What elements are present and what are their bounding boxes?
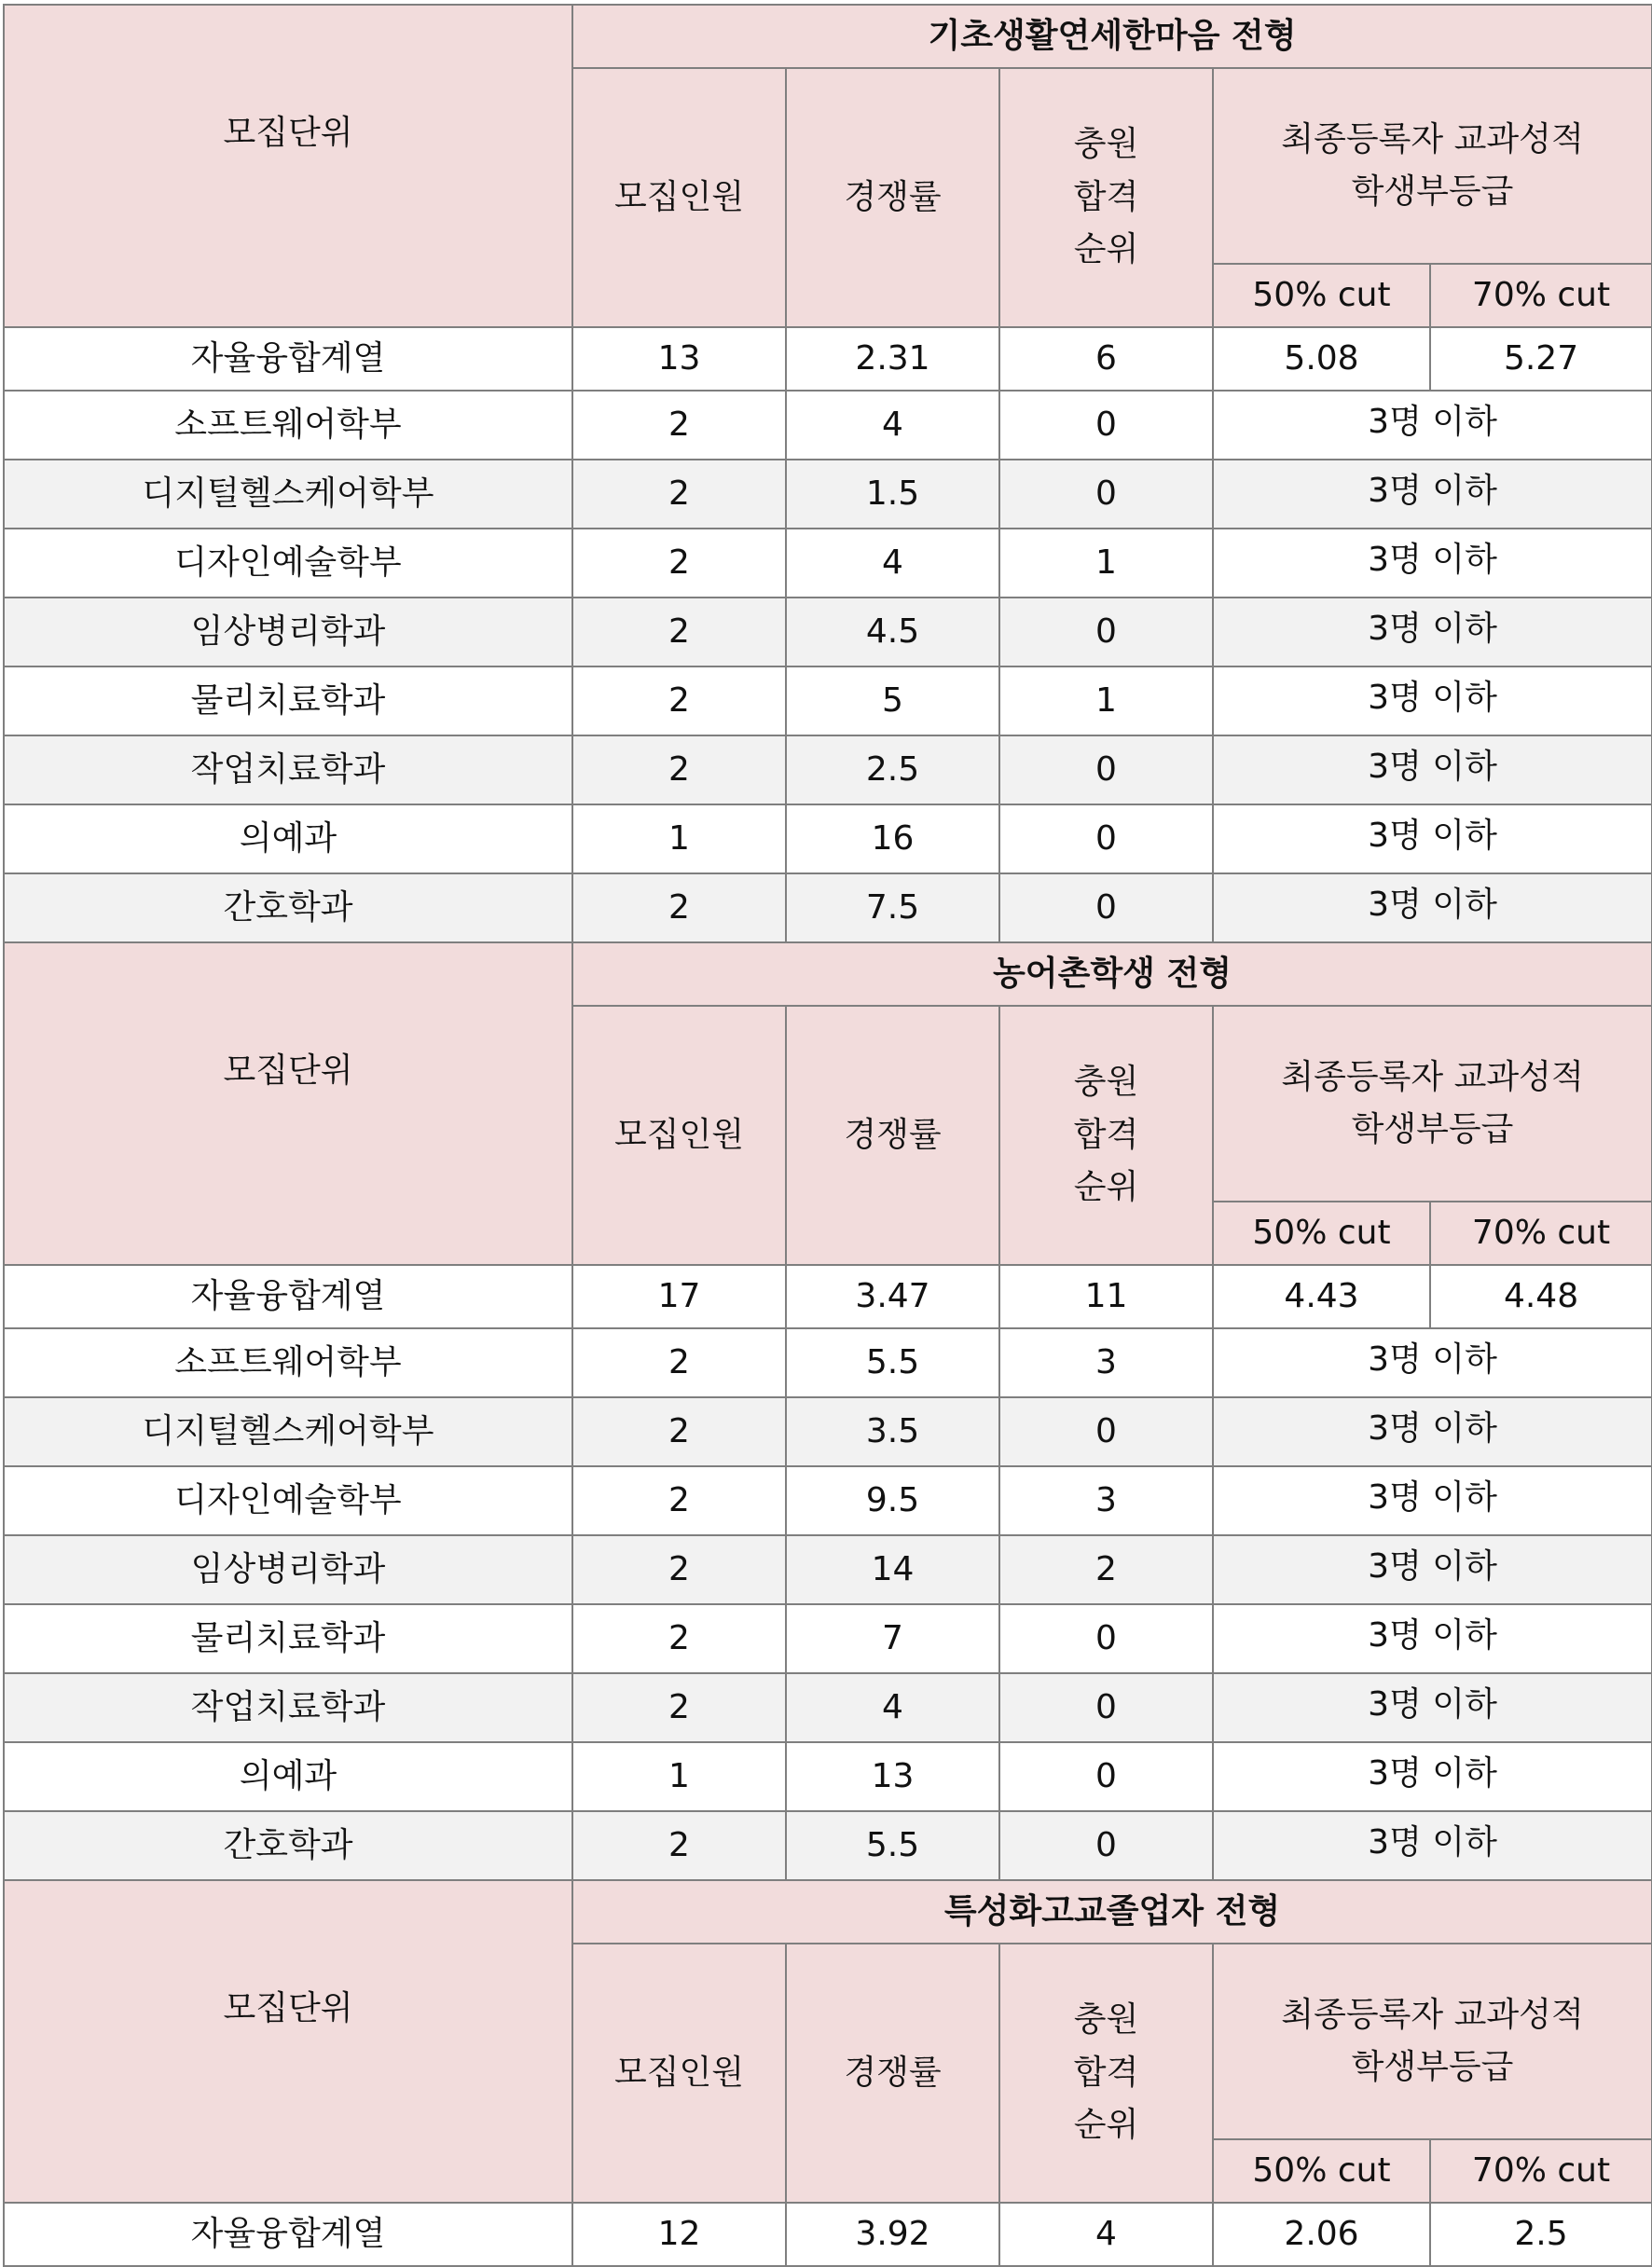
cut50-cell: 5.08 (1213, 327, 1430, 391)
table-row (4, 1673, 1652, 1742)
unit-cell: 의예과 (4, 804, 572, 873)
table-row (4, 391, 1652, 460)
rate-cell: 2.31 (786, 327, 999, 391)
note-cell: 3명 이하 (1213, 1466, 1652, 1535)
header-line: 충원 (1073, 1999, 1139, 2039)
quota-cell: 1 (572, 804, 786, 873)
rate-cell: 3.47 (786, 1265, 999, 1328)
note-cell: 3명 이하 (1213, 873, 1652, 942)
unit-cell: 물리치료학과 (4, 666, 572, 735)
rate-cell: 1.5 (786, 460, 999, 529)
unit-cell: 자율융합계열 (4, 1265, 572, 1328)
rate-cell: 2.5 (786, 735, 999, 804)
rank-cell: 3 (999, 1328, 1213, 1397)
rank-header (999, 1006, 1213, 1265)
admission-results-table (3, 4, 1652, 2267)
unit-cell: 작업치료학과 (4, 735, 572, 804)
table-row (4, 666, 1652, 735)
quota-cell: 2 (572, 1466, 786, 1535)
quota-cell: 2 (572, 1535, 786, 1604)
table-row (4, 460, 1652, 529)
section-title: 농어촌학생 전형 (572, 942, 1652, 1006)
note-cell: 3명 이하 (1213, 391, 1652, 460)
grade-header (1213, 1006, 1652, 1202)
cut70-cell: 4.48 (1430, 1265, 1652, 1328)
rank-cell: 0 (999, 1811, 1213, 1880)
table-row (4, 598, 1652, 666)
quota-cell: 13 (572, 327, 786, 391)
rate-cell: 4 (786, 529, 999, 598)
unit-cell: 디자인예술학부 (4, 1466, 572, 1535)
rank-cell: 6 (999, 327, 1213, 391)
rank-cell: 0 (999, 873, 1213, 942)
grade-header (1213, 68, 1652, 264)
table-row (4, 1535, 1652, 1604)
rate-cell: 14 (786, 1535, 999, 1604)
rank-cell: 0 (999, 598, 1213, 666)
rate-cell: 4 (786, 391, 999, 460)
quota-header: 모집인원 (572, 1944, 786, 2203)
unit-cell: 디지털헬스케어학부 (4, 460, 572, 529)
rank-cell: 0 (999, 804, 1213, 873)
quota-cell: 17 (572, 1265, 786, 1328)
header-line: 최종등록자 교과성적 (1281, 120, 1584, 159)
note-cell: 3명 이하 (1213, 598, 1652, 666)
rate-header: 경쟁률 (786, 1006, 999, 1265)
rate-cell: 9.5 (786, 1466, 999, 1535)
note-cell: 3명 이하 (1213, 460, 1652, 529)
quota-cell: 2 (572, 391, 786, 460)
section-header-row (4, 942, 1652, 1006)
rate-cell: 4 (786, 1673, 999, 1742)
unit-cell: 의예과 (4, 1742, 572, 1811)
table-row (4, 804, 1652, 873)
note-cell: 3명 이하 (1213, 1742, 1652, 1811)
unit-cell: 임상병리학과 (4, 598, 572, 666)
rate-header: 경쟁률 (786, 68, 999, 327)
header-line: 합격 (1073, 1115, 1139, 1154)
note-cell: 3명 이하 (1213, 804, 1652, 873)
rate-cell: 7.5 (786, 873, 999, 942)
table-row (4, 1466, 1652, 1535)
cut50-cell: 4.43 (1213, 1265, 1430, 1328)
quota-header: 모집인원 (572, 68, 786, 327)
section-header-row (4, 1880, 1652, 1944)
rank-cell: 1 (999, 666, 1213, 735)
rank-header (999, 68, 1213, 327)
rank-cell: 2 (999, 1535, 1213, 1604)
table-row (4, 1811, 1652, 1880)
note-cell: 3명 이하 (1213, 735, 1652, 804)
quota-cell: 2 (572, 1397, 786, 1466)
unit-cell: 소프트웨어학부 (4, 1328, 572, 1397)
note-cell: 3명 이하 (1213, 1397, 1652, 1466)
rate-cell: 5 (786, 666, 999, 735)
rate-cell: 5.5 (786, 1811, 999, 1880)
quota-header: 모집인원 (572, 1006, 786, 1265)
rate-cell: 16 (786, 804, 999, 873)
unit-cell: 물리치료학과 (4, 1604, 572, 1673)
table-row (4, 1604, 1652, 1673)
cut50-header: 50% cut (1213, 264, 1430, 327)
unit-header: 모집단위 (4, 5, 572, 327)
header-line: 학생부등급 (1351, 172, 1514, 211)
quota-cell: 2 (572, 1328, 786, 1397)
quota-cell: 2 (572, 1673, 786, 1742)
note-cell: 3명 이하 (1213, 1604, 1652, 1673)
unit-cell: 자율융합계열 (4, 327, 572, 391)
header-line: 충원 (1073, 124, 1139, 163)
note-cell: 3명 이하 (1213, 1328, 1652, 1397)
rank-cell: 0 (999, 1397, 1213, 1466)
rank-header (999, 1944, 1213, 2203)
cut50-cell: 2.06 (1213, 2203, 1430, 2266)
rank-cell: 0 (999, 391, 1213, 460)
note-cell: 3명 이하 (1213, 666, 1652, 735)
rate-cell: 4.5 (786, 598, 999, 666)
header-line: 순위 (1073, 230, 1139, 269)
quota-cell: 2 (572, 873, 786, 942)
table-row (4, 529, 1652, 598)
unit-cell: 간호학과 (4, 873, 572, 942)
header-line: 학생부등급 (1351, 1110, 1514, 1148)
unit-cell: 임상병리학과 (4, 1535, 572, 1604)
rank-cell: 1 (999, 529, 1213, 598)
unit-cell: 작업치료학과 (4, 1673, 572, 1742)
table-row (4, 1328, 1652, 1397)
rank-cell: 11 (999, 1265, 1213, 1328)
unit-cell: 간호학과 (4, 1811, 572, 1880)
cut50-header: 50% cut (1213, 2139, 1430, 2203)
quota-cell: 2 (572, 598, 786, 666)
rate-header: 경쟁률 (786, 1944, 999, 2203)
cut70-cell: 2.5 (1430, 2203, 1652, 2266)
quota-cell: 12 (572, 2203, 786, 2266)
unit-header: 모집단위 (4, 1880, 572, 2203)
table-row (4, 1742, 1652, 1811)
cut70-header: 70% cut (1430, 2139, 1652, 2203)
cut50-header: 50% cut (1213, 1202, 1430, 1265)
rate-cell: 7 (786, 1604, 999, 1673)
table-row (4, 2203, 1652, 2266)
quota-cell: 2 (572, 529, 786, 598)
header-line: 최종등록자 교과성적 (1281, 1996, 1584, 2035)
note-cell: 3명 이하 (1213, 1811, 1652, 1880)
section-header-row (4, 5, 1652, 68)
quota-cell: 2 (572, 735, 786, 804)
rate-cell: 5.5 (786, 1328, 999, 1397)
cut70-header: 70% cut (1430, 1202, 1652, 1265)
rank-cell: 0 (999, 1742, 1213, 1811)
header-line: 최종등록자 교과성적 (1281, 1058, 1584, 1097)
header-line: 순위 (1073, 1168, 1139, 1207)
header-line: 순위 (1073, 2106, 1139, 2145)
quota-cell: 1 (572, 1742, 786, 1811)
rank-cell: 4 (999, 2203, 1213, 2266)
header-line: 합격 (1073, 177, 1139, 216)
note-cell: 3명 이하 (1213, 1673, 1652, 1742)
rate-cell: 3.92 (786, 2203, 999, 2266)
quota-cell: 2 (572, 666, 786, 735)
table-row (4, 1397, 1652, 1466)
header-line: 충원 (1073, 1062, 1139, 1101)
rank-cell: 0 (999, 1673, 1213, 1742)
rank-cell: 0 (999, 735, 1213, 804)
quota-cell: 2 (572, 1604, 786, 1673)
header-line: 학생부등급 (1351, 2048, 1514, 2086)
unit-cell: 디자인예술학부 (4, 529, 572, 598)
section-title: 특성화고교졸업자 전형 (572, 1880, 1652, 1944)
quota-cell: 2 (572, 1811, 786, 1880)
rate-cell: 3.5 (786, 1397, 999, 1466)
rate-cell: 13 (786, 1742, 999, 1811)
grade-header (1213, 1944, 1652, 2139)
table-row (4, 873, 1652, 942)
table-row (4, 327, 1652, 391)
note-cell: 3명 이하 (1213, 1535, 1652, 1604)
unit-cell: 소프트웨어학부 (4, 391, 572, 460)
section-title: 기초생활연세한마음 전형 (572, 5, 1652, 68)
quota-cell: 2 (572, 460, 786, 529)
table-row (4, 735, 1652, 804)
cut70-cell: 5.27 (1430, 327, 1652, 391)
cut70-header: 70% cut (1430, 264, 1652, 327)
header-line: 합격 (1073, 2053, 1139, 2092)
unit-header: 모집단위 (4, 942, 572, 1265)
note-cell: 3명 이하 (1213, 529, 1652, 598)
rank-cell: 0 (999, 1604, 1213, 1673)
table-row (4, 1265, 1652, 1328)
unit-cell: 디지털헬스케어학부 (4, 1397, 572, 1466)
rank-cell: 3 (999, 1466, 1213, 1535)
unit-cell: 자율융합계열 (4, 2203, 572, 2266)
rank-cell: 0 (999, 460, 1213, 529)
